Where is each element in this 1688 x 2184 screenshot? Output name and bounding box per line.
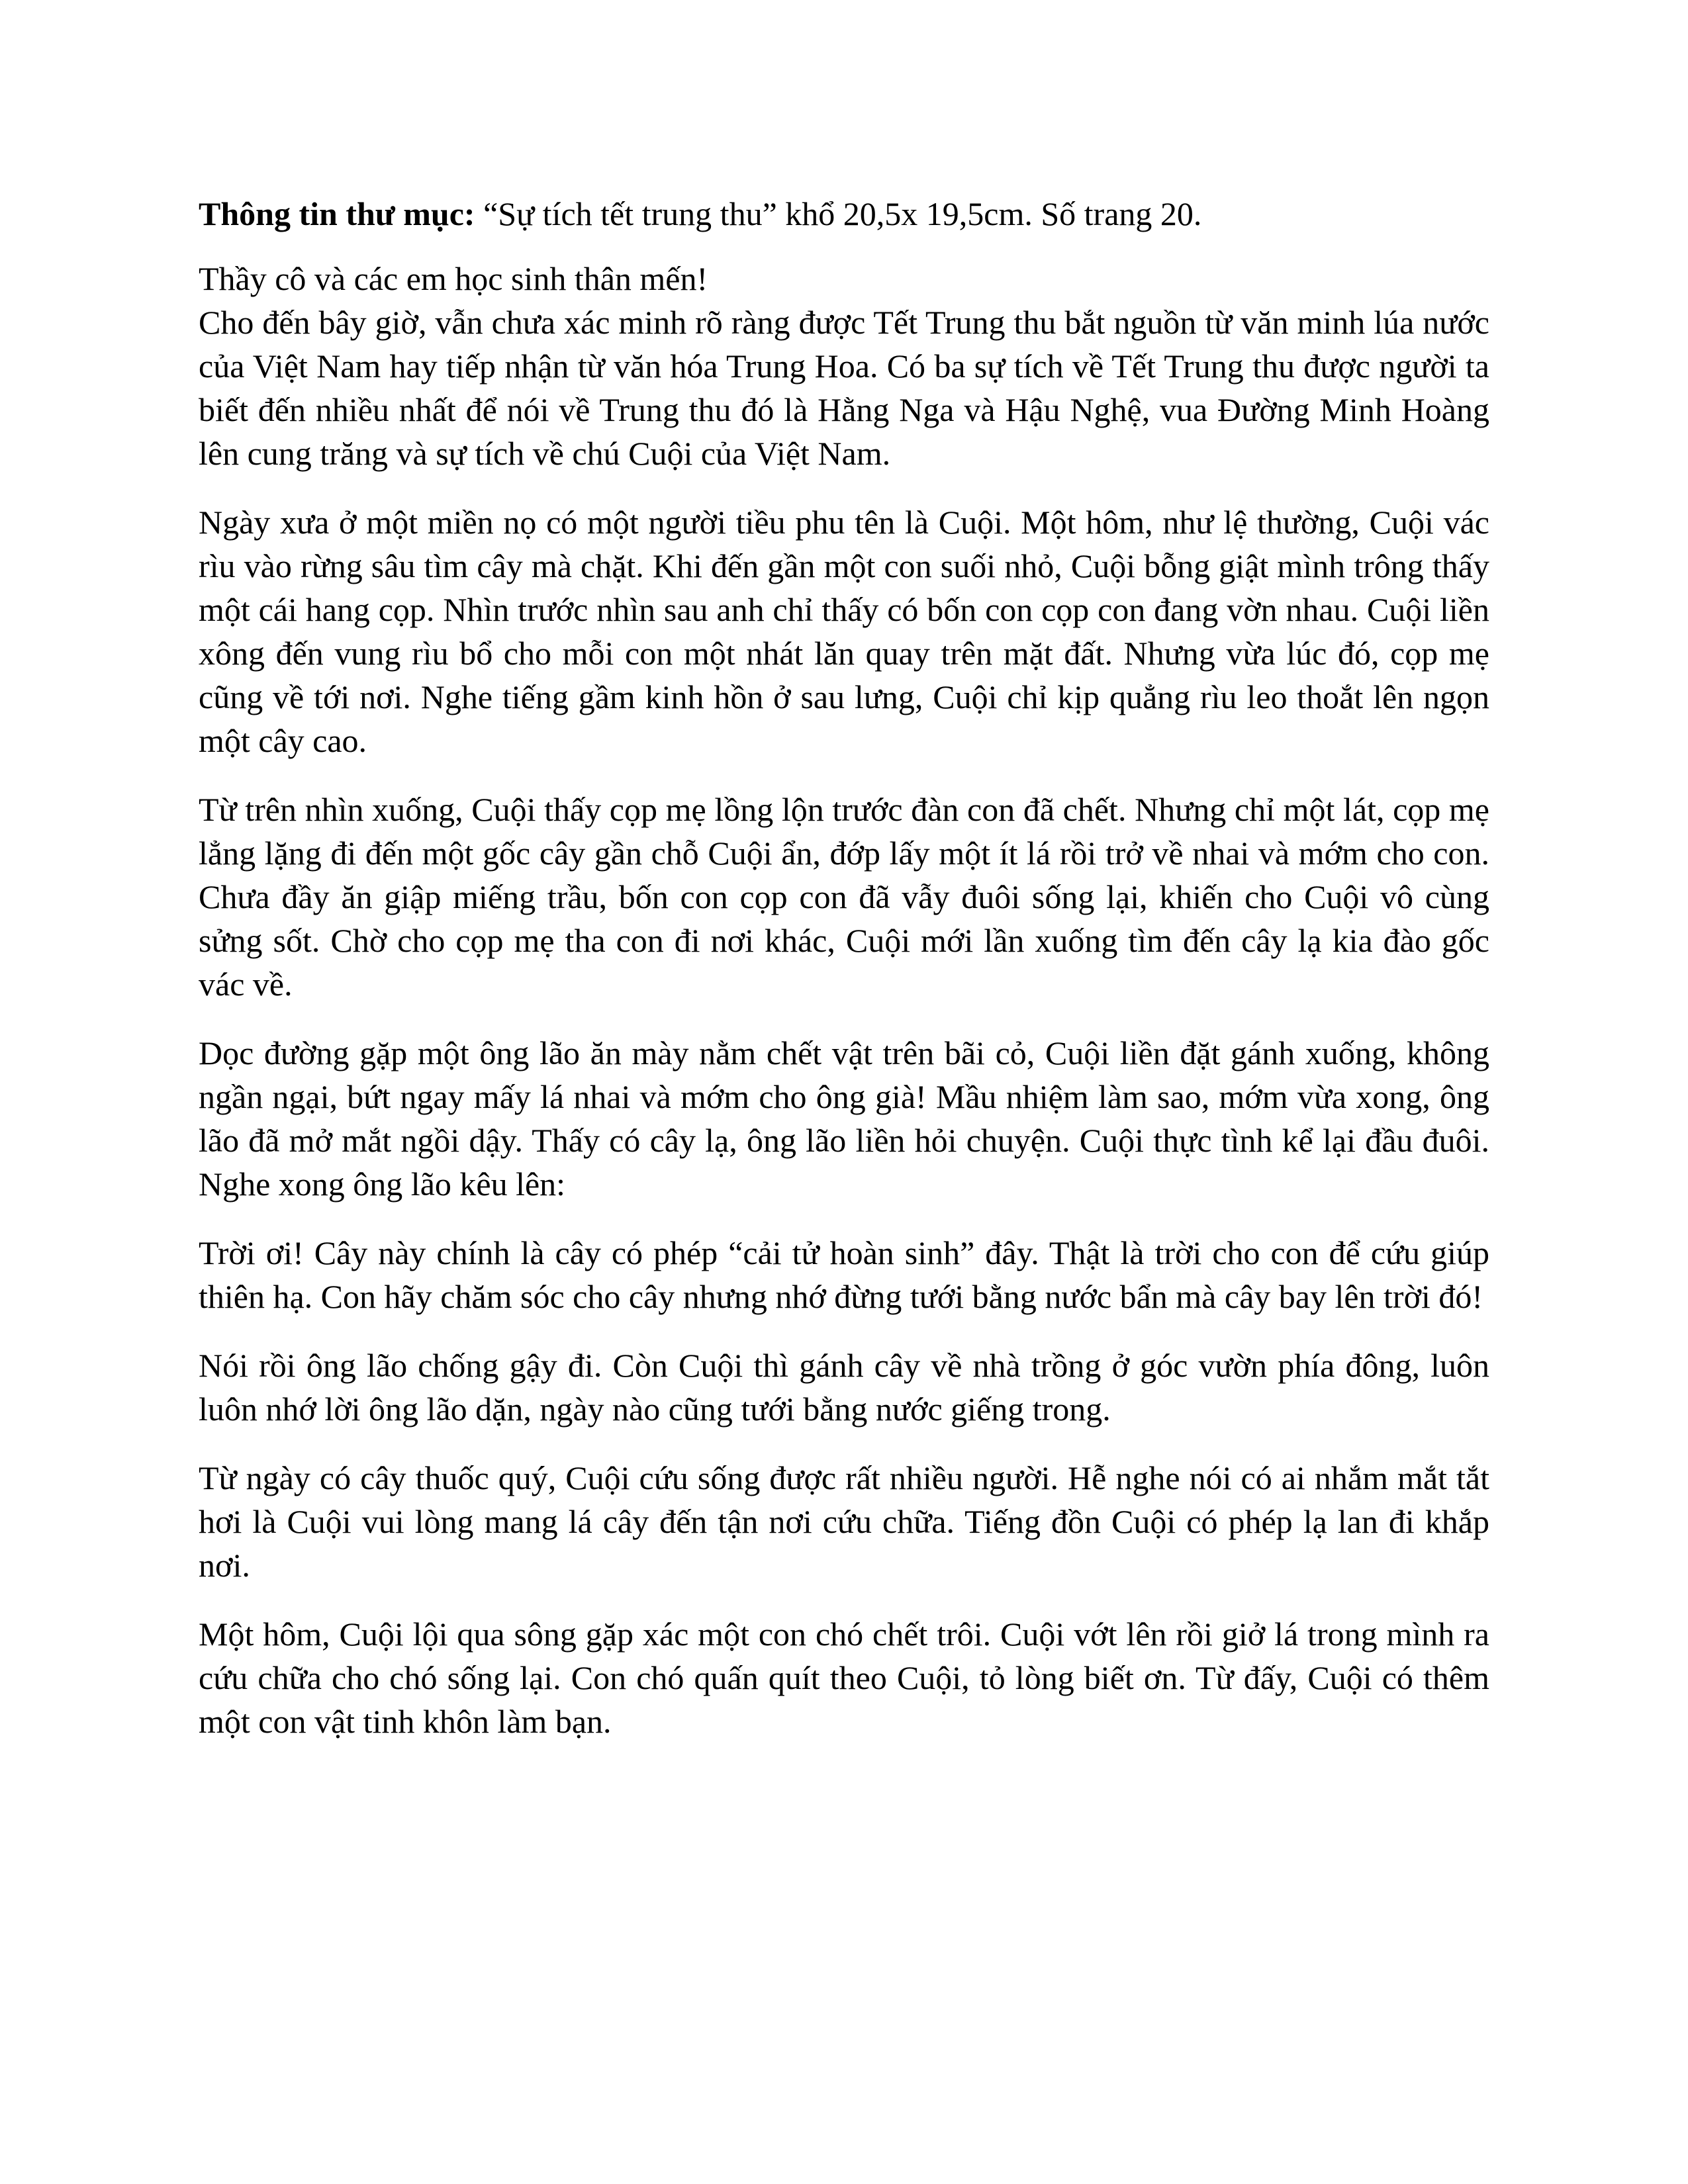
greeting: Thầy cô và các em học sinh thân mến!: [199, 260, 708, 297]
paragraph-old-man-speech: Trời ơi! Cây này chính là cây có phép “cải tử hoàn sinh” đây. Thật là trời cho con để cứu giúp thiên hạ. Con hãy chăm sóc cho cây nhưng nhớ đừng tưới bằng nước bẩn mà cây bay lên trời đó!: [199, 1234, 1489, 1315]
document-page: [199, 192, 1489, 1768]
bibliography-label: Thông tin thư mục:: [199, 195, 475, 232]
bibliography-line: [199, 192, 1489, 236]
paragraph-old-man: Dọc đường gặp một ông lão ăn mày nằm chết vật trên bãi cỏ, Cuội liền đặt gánh xuống, không ngần ngại, bứt ngay mấy lá nhai và mớm cho ông già! Mầu nhiệm làm sao, mớm vừa xong, ông lão đã mở mắt ngồi dậy. Thấy có cây lạ, ông lão liền hỏi chuyện. Cuội thực tình kể lại đầu đuôi. Nghe xong ông lão kêu lên:: [199, 1034, 1489, 1203]
paragraph-tiger-mother: Từ trên nhìn xuống, Cuội thấy cọp mẹ lồng lộn trước đàn con đã chết. Nhưng chỉ một lát, cọp mẹ lẳng lặng đi đến một gốc cây gần chỗ Cuội ẩn, đớp lấy một ít lá rồi trở về nhai và mớm cho con. Chưa đầy ăn giập miếng trầu, bốn con cọp con đã vẫy đuôi sống lại, khiến cho Cuội vô cùng sửng sốt. Chờ cho cọp mẹ tha con đi nơi khác, Cuội mới lần xuống tìm đến cây lạ kia đào gốc vác về.: [199, 791, 1489, 1003]
paragraph-healing: Từ ngày có cây thuốc quý, Cuội cứu sống được rất nhiều người. Hễ nghe nói có ai nhắm mắt tắt hơi là Cuội vui lòng mang lá cây đến tận nơi cứu chữa. Tiếng đồn Cuội có phép lạ lan đi khắp nơi.: [199, 1459, 1489, 1584]
bibliography-text: “Sự tích tết trung thu” khổ 20,5x 19,5cm. Số trang 20.: [475, 195, 1202, 232]
paragraph-dog: Một hôm, Cuội lội qua sông gặp xác một con chó chết trôi. Cuội vớt lên rồi giở lá trong mình ra cứu chữa cho chó sống lại. Con chó quấn quít theo Cuội, tỏ lòng biết ơn. Từ đấy, Cuội có thêm một con vật tinh khôn làm bạn.: [199, 1615, 1489, 1740]
paragraph-intro: Cho đến bây giờ, vẫn chưa xác minh rõ ràng được Tết Trung thu bắt nguồn từ văn minh lúa nước của Việt Nam hay tiếp nhận từ văn hóa Trung Hoa. Có ba sự tích về Tết Trung thu được người ta biết đến nhiều nhất để nói về Trung thu đó là Hằng Nga và Hậu Nghệ, vua Đường Minh Hoàng lên cung trăng và sự tích về chú Cuội của Việt Nam.: [199, 304, 1489, 472]
paragraph-planting: Nói rồi ông lão chống gậy đi. Còn Cuội thì gánh cây về nhà trồng ở góc vườn phía đông, luôn luôn nhớ lời ông lão dặn, ngày nào cũng tưới bằng nước giếng trong.: [199, 1347, 1489, 1428]
paragraph-woodcutter: Ngày xưa ở một miền nọ có một người tiều phu tên là Cuội. Một hôm, như lệ thường, Cuội vác rìu vào rừng sâu tìm cây mà chặt. Khi đến gần một con suối nhỏ, Cuội bỗng giật mình trông thấy một cái hang cọp. Nhìn trước nhìn sau anh chỉ thấy có bốn con cọp con đang vờn nhau. Cuội liền xông đến vung rìu bổ cho mỗi con một nhát lăn quay trên mặt đất. Nhưng vừa lúc đó, cọp mẹ cũng về tới nơi. Nghe tiếng gầm kinh hồn ở sau lưng, Cuội chỉ kịp quẳng rìu leo thoắt lên ngọn một cây cao.: [199, 504, 1489, 759]
